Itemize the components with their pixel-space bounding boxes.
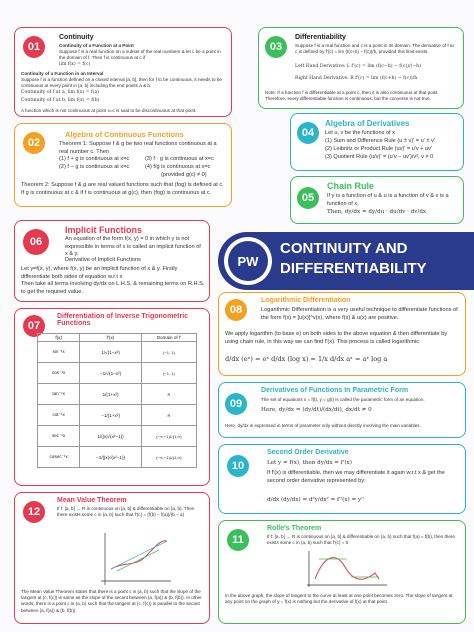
rule: (3) Quotient Rule (u/v)' = (u'v − uv')/v², v ≠ 0 (325, 154, 434, 160)
text: Suppose f is a function defined on a closed interval [a, b], then for f to be continuous, it needs to be continuous at every point in [a, b] including the end points a & b. (21, 77, 222, 89)
number-badge: 09 (225, 393, 247, 415)
formula: Then, dy/dx = dy/du · du/dv · dv/dx (327, 209, 427, 215)
table-row (38, 342, 197, 363)
table-cell: 1/√(1−x²) (80, 342, 142, 363)
text: We apply logarithm (to base e) on both sides to the above equation & then differentiate by using chain rule, in this way we can find f'(x). This process is called logarithmic (225, 331, 448, 345)
text: Suppose f is a real function and c is a point in its domain. The derivative of f at c is defined by f'(c) = lim (f(c+h) − f(c))/h, provided this limit exists. (295, 43, 454, 55)
formula: Left Hand Derivative: L f'(c) = lim (f(c−h) − f(c))/(−h) (295, 64, 421, 69)
card-continuity (14, 27, 232, 117)
formula: Right Hand Derivative: R f'(c) = lim (f(c+h) − f(c))/h (295, 76, 418, 81)
card-inverse-trig (14, 308, 210, 486)
card-algebra-continuous (14, 123, 232, 207)
rule: (1) f + g is continuous at x=c (59, 156, 130, 162)
derivative-table (37, 333, 197, 468)
card-chain-rule (290, 176, 464, 224)
table-cell: (−∞,−1)∪(1,∞) (141, 426, 196, 447)
text: The set of equations x = f(t), y = g(t) is called the parametric form of an equation. (261, 397, 425, 402)
pw-logo-inner: PW (228, 241, 268, 281)
note: Note: If a function f is differentiable at a point c, then it is also continuous at that point. Therefore, every differentiable function is continuous, but the converse is not true. (265, 90, 439, 102)
number-badge: 06 (23, 229, 49, 255)
formula: d/dx (dy/dx) = d²y/dx² = f''(x) = y'' (267, 497, 365, 503)
mean-value-graph (95, 531, 175, 587)
number-badge: 01 (23, 36, 45, 58)
card-title: Derivatives of Functions In Parametric Form (261, 387, 409, 394)
formula: Continuity of f at a, lim f(x) = f(a) (21, 90, 100, 95)
table-row (38, 447, 197, 468)
table-cell: sec⁻¹x (38, 426, 80, 447)
card-title: Second Order Derivative (267, 449, 349, 456)
number-badge: 10 (227, 455, 249, 477)
table-cell: (−∞,−1)∪(1,∞) (141, 447, 196, 468)
card-second-order-derivative (218, 444, 466, 514)
column-header: f(x) (38, 334, 80, 342)
table-cell: R (141, 384, 196, 405)
card-title: Algebra of Derivatives (325, 119, 410, 128)
text: If f: [a, b] → R is continuous on [a, b] & differentiable on (a, b) such that f(a) = f(b), then there exists some c in (a, b) such that f'(c) = 0 (267, 534, 455, 546)
card-parametric-derivatives (218, 382, 466, 438)
number-badge: 12 (23, 501, 45, 523)
number-badge: 04 (297, 122, 319, 144)
card-title: Mean Value Theorem (57, 497, 127, 504)
title-banner (218, 232, 474, 290)
card-title: Differentiation of Inverse Trigonometric Functions (57, 313, 189, 327)
card-rolles-theorem (218, 520, 466, 624)
card-implicit-functions (14, 220, 210, 302)
text: Suppose f is a real function on a subset of the real numbers & let c be a point in the domain of f. Then f is continuous at c if (59, 49, 221, 61)
card-title: Rolle's Theorem (267, 525, 322, 532)
table-row (38, 405, 197, 426)
formula: Here, dy/dx = (dy/dt)/(dx/dt), dx/dt ≠ 0 (261, 407, 372, 413)
card-title: Differentiability (295, 34, 346, 41)
card-title: Implicit Functions (65, 225, 143, 235)
rule: (2) f − g is continuous at x=c (59, 164, 130, 170)
number-badge: 03 (265, 36, 287, 58)
card-mean-value-theorem (14, 492, 210, 624)
card-differentiability (258, 27, 464, 109)
card-title: Algebra of Continuous Functions (65, 130, 184, 139)
table-header-row (38, 334, 197, 342)
table-row (38, 426, 197, 447)
number-badge: 11 (227, 529, 249, 551)
table-cell: sin⁻¹x (38, 342, 80, 363)
number-badge: 07 (23, 315, 45, 337)
text: Here, dy/dx is expressed in terms of parameter only without directly involving the main variables. (225, 423, 421, 428)
table-row (38, 363, 197, 384)
card-title: Continuity (59, 34, 94, 41)
number-badge: 02 (23, 132, 45, 154)
column-header: Domain of f' (141, 334, 196, 342)
text: A function which is not continuous at point x=c is said to be discontinuous at that point. (21, 108, 197, 113)
table-cell: −1/√(1−x²) (80, 363, 142, 384)
formula: Continuity of f at b, lim f(x) = f(b) (21, 98, 100, 103)
table-cell: cos⁻¹x (38, 363, 80, 384)
banner-title-line2: DIFFERENTIABILITY (280, 260, 427, 277)
table-cell: tan⁻¹x (38, 384, 80, 405)
table-cell: R (141, 405, 196, 426)
number-badge: 05 (297, 187, 319, 209)
text: An equation of the form f(x, y) = 0 in which y is not expressible in terms of x is called an implicit function of x & y. (65, 236, 201, 258)
table-row (38, 384, 197, 405)
text: Theorem 1: Suppose f & g be two real functions continuous at a real number c. Then (59, 141, 217, 155)
text: Logarithmic Differentiation is a very useful technique to differentiate functions of the form f(x) = [u(x)]^v(x), where f(x) & u(x) are positive. (261, 307, 458, 321)
column-header: f'(x) (80, 334, 142, 342)
formula: lim f(x) = f(c) (59, 62, 91, 67)
table-cell: (−1, 1) (141, 363, 196, 384)
text: If y is a function of u & u is a function of v & v is a function of x, (327, 193, 449, 207)
text: The Mean Value Theorem states that there is a point c in (a, b) such that the slope of the tangent at (c, f(c)) is same as the slope of the secant between (a, f(a)) & (b, f(b)). In other words, there is a point c in (a, b) such that the tangent at (c, f(c)) is parallel to the secant between (a, f(a)) & (b, f(b)). (21, 589, 202, 613)
text: Let u, v be the functions of x (325, 130, 395, 136)
card-title: Logarithmic Differentiation (261, 297, 351, 304)
card-algebra-derivatives (290, 113, 464, 171)
rule: (3) f · g is continuous at x=c (145, 156, 214, 162)
text: In the above graph, the slope of tangent to the curve at least at one point becomes zero. The slope of tangent at any point on the graph of y = f(x) is nothing but the derivative of f(x) at that point. (225, 593, 453, 605)
rule: (provided g(c) ≠ 0) (161, 172, 207, 178)
card-logarithmic-differentiation (218, 292, 466, 376)
subheading: Continuity of a Function in an Interval (21, 71, 104, 76)
table-cell: −1/(|x|√(x²−1)) (80, 447, 142, 468)
table-cell: cosec⁻¹x (38, 447, 80, 468)
text: Then take all terms involving dy/dx on L.H.S. & remaining terms on R.H.S. to get the required value. (21, 281, 205, 295)
table-cell: cot⁻¹x (38, 405, 80, 426)
text: Let y=f(x, y), where f(x, y) be an implicit function of x & y. Firstly differentiate both sides of equation w.r.t x (21, 266, 178, 280)
banner-title-line1: CONTINUITY AND (280, 240, 408, 257)
subheading: Continuity of a Function at a Point (59, 43, 134, 48)
card-title: Chain Rule (327, 181, 375, 191)
formula: d/dx (eˣ) = eˣ d/dx (log x) = 1/x d/dx aˣ = aˣ log a (225, 355, 388, 363)
table-cell: 1/(1+x²) (80, 384, 142, 405)
table-cell: (−1, 1) (141, 342, 196, 363)
rule: (1) Sum and Difference Rule (u ± v)' = u' ± v' (325, 138, 435, 144)
rolles-graph (301, 549, 391, 589)
pw-logo (224, 237, 272, 285)
rule: (4) f/g is continuous at x=c (145, 164, 211, 170)
number-badge: 08 (225, 299, 247, 321)
text: Theorem 2: Suppose f & g are real valued functions such that (fog) is defined at c. If g is continuous at c & if f is continuous at g(c), then (fog) is continuous at c. (21, 182, 224, 196)
table-cell: −1/(1+x²) (80, 405, 142, 426)
table-cell: 1/(|x|√(x²−1)) (80, 426, 142, 447)
text: If f'(x) is differentiable, then we may differentiate it again w.r.t x & get the second order derivative represented by: (267, 470, 445, 484)
formula: Let y = f(x), then dy/dx = f'(x) (267, 460, 352, 466)
text: If f: [a, b] → R is continuous on [a, b] & differentiable on (a, b). Then there exists some c in (a, b) such that f'(c) = (f(b) − f(a))/(b − a) (57, 506, 195, 518)
rule: (2) Leibnitz or Product Rule (uv)' = u'v + uv' (325, 146, 433, 152)
subheading: Derivative of Implicit Functions (65, 257, 141, 263)
